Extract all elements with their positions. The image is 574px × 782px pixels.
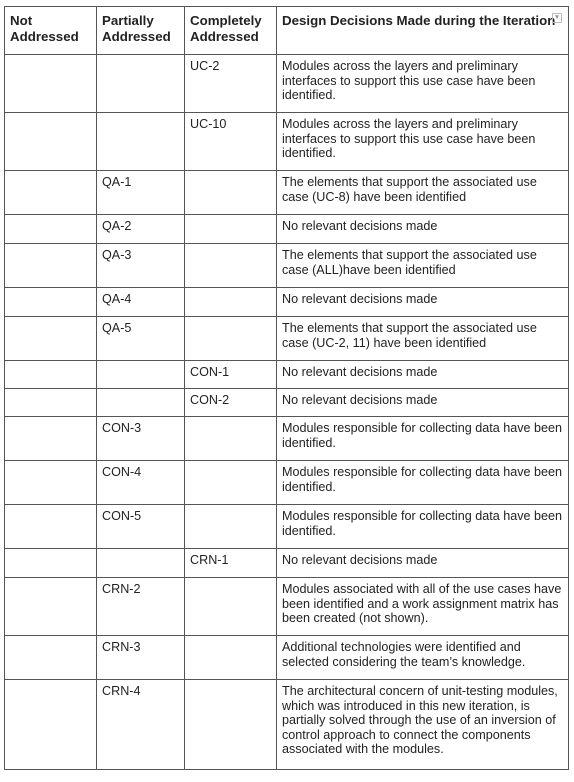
cell-partially-addressed xyxy=(97,361,185,389)
header-design-decisions-label: Design Decisions Made during the Iteration xyxy=(282,13,556,28)
cell-not-addressed xyxy=(5,461,97,505)
cell-partially-addressed: CON-5 xyxy=(97,505,185,549)
cell-completely-addressed: UC-2 xyxy=(185,55,277,113)
decisions-table xyxy=(4,6,569,770)
cell-partially-addressed xyxy=(97,389,185,417)
cell-not-addressed xyxy=(5,636,97,680)
cell-design-decision: No relevant decisions made xyxy=(277,389,569,417)
cell-completely-addressed xyxy=(185,680,277,770)
cell-design-decision: Additional technologies were identified and selected considering the team’s knowledge. xyxy=(277,636,569,680)
cell-design-decision: No relevant decisions made xyxy=(277,215,569,244)
table-row xyxy=(5,215,569,244)
cell-design-decision: The elements that support the associated use case (ALL)have been identified xyxy=(277,244,569,288)
cell-design-decision: Modules across the layers and preliminary interfaces to support this use case have been identified. xyxy=(277,55,569,113)
cell-design-decision: No relevant decisions made xyxy=(277,288,569,317)
cell-partially-addressed: QA-1 xyxy=(97,171,185,215)
cell-completely-addressed xyxy=(185,461,277,505)
cell-completely-addressed xyxy=(185,578,277,636)
cell-design-decision: Modules responsible for collecting data have been identified. xyxy=(277,461,569,505)
cell-partially-addressed xyxy=(97,549,185,578)
cell-partially-addressed: CRN-2 xyxy=(97,578,185,636)
cell-not-addressed xyxy=(5,55,97,113)
cell-not-addressed xyxy=(5,389,97,417)
cell-partially-addressed: CRN-3 xyxy=(97,636,185,680)
header-completely-addressed: Completely Addressed xyxy=(185,7,277,55)
cell-partially-addressed: CRN-4 xyxy=(97,680,185,770)
cell-not-addressed xyxy=(5,549,97,578)
cell-completely-addressed: UC-10 xyxy=(185,113,277,171)
header-partially-addressed: Partially Addressed xyxy=(97,7,185,55)
cell-not-addressed xyxy=(5,171,97,215)
cell-partially-addressed xyxy=(97,113,185,171)
cell-design-decision: Modules associated with all of the use cases have been identified and a work assignment matrix has been created (not shown). xyxy=(277,578,569,636)
table-row xyxy=(5,578,569,636)
table-row xyxy=(5,317,569,361)
table-row xyxy=(5,55,569,113)
table-row xyxy=(5,417,569,461)
table-row xyxy=(5,461,569,505)
cell-partially-addressed: QA-4 xyxy=(97,288,185,317)
header-not-addressed: Not Addressed xyxy=(5,7,97,55)
cell-not-addressed xyxy=(5,317,97,361)
cell-not-addressed xyxy=(5,288,97,317)
cell-completely-addressed xyxy=(185,171,277,215)
table-row xyxy=(5,549,569,578)
cell-completely-addressed xyxy=(185,417,277,461)
cell-design-decision: No relevant decisions made xyxy=(277,549,569,578)
cell-not-addressed xyxy=(5,505,97,549)
table-row xyxy=(5,505,569,549)
cell-partially-addressed: QA-3 xyxy=(97,244,185,288)
cell-design-decision: Modules responsible for collecting data have been identified. xyxy=(277,417,569,461)
cell-completely-addressed: CON-1 xyxy=(185,361,277,389)
table-row xyxy=(5,288,569,317)
table-row xyxy=(5,680,569,770)
cell-completely-addressed: CRN-1 xyxy=(185,549,277,578)
header-design-decisions xyxy=(277,7,569,55)
cell-completely-addressed: CON-2 xyxy=(185,389,277,417)
table-row xyxy=(5,113,569,171)
cell-design-decision: No relevant decisions made xyxy=(277,361,569,389)
cell-design-decision: The architectural concern of unit-testing modules, which was introduced in this new iteration, is partially solved through the use of an inversion of control approach to connect the components associated with the modules. xyxy=(277,680,569,770)
cell-design-decision: The elements that support the associated use case (UC-8) have been identified xyxy=(277,171,569,215)
table-row xyxy=(5,361,569,389)
table-row xyxy=(5,636,569,680)
cell-not-addressed xyxy=(5,215,97,244)
cell-completely-addressed xyxy=(185,288,277,317)
cell-design-decision: Modules across the layers and preliminary interfaces to support this use case have been identified. xyxy=(277,113,569,171)
cell-design-decision: Modules responsible for collecting data have been identified. xyxy=(277,505,569,549)
cell-completely-addressed xyxy=(185,317,277,361)
table-row xyxy=(5,244,569,288)
cell-design-decision: The elements that support the associated use case (UC-2, 11) have been identified xyxy=(277,317,569,361)
cell-not-addressed xyxy=(5,361,97,389)
cell-partially-addressed: CON-4 xyxy=(97,461,185,505)
cell-partially-addressed: QA-2 xyxy=(97,215,185,244)
header-row xyxy=(5,7,569,55)
cell-not-addressed xyxy=(5,578,97,636)
cell-completely-addressed xyxy=(185,636,277,680)
cell-not-addressed xyxy=(5,244,97,288)
cell-partially-addressed: CON-3 xyxy=(97,417,185,461)
table-row xyxy=(5,389,569,417)
cell-completely-addressed xyxy=(185,244,277,288)
cell-completely-addressed xyxy=(185,215,277,244)
cell-completely-addressed xyxy=(185,505,277,549)
cell-partially-addressed: QA-5 xyxy=(97,317,185,361)
cell-not-addressed xyxy=(5,417,97,461)
cell-not-addressed xyxy=(5,113,97,171)
dropdown-icon[interactable]: ▾ xyxy=(552,13,562,23)
table-row xyxy=(5,171,569,215)
cell-partially-addressed xyxy=(97,55,185,113)
cell-not-addressed xyxy=(5,680,97,770)
